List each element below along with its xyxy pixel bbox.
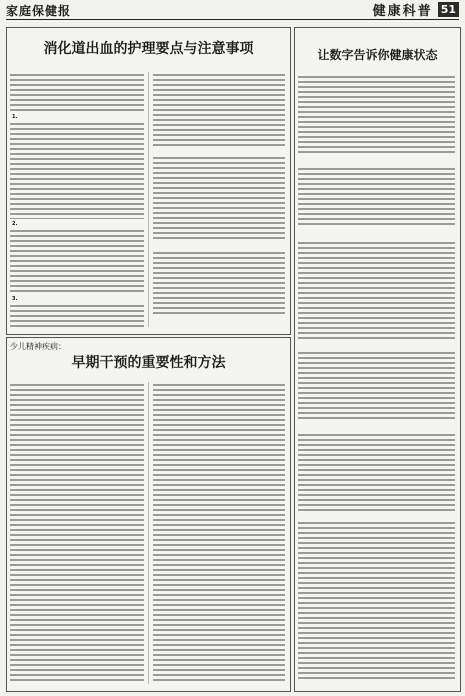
article-text-block xyxy=(153,384,285,684)
article-text-block xyxy=(10,123,144,219)
article-text-block xyxy=(298,76,455,156)
masthead-right-column-name: 健康科普 xyxy=(372,4,433,19)
article-subheading: 3. xyxy=(12,296,18,302)
article-text-block xyxy=(153,74,285,146)
article-text-block xyxy=(10,384,144,684)
article-text-block xyxy=(10,74,144,112)
column-divider xyxy=(148,72,149,327)
article-kicker: 少儿精神疾病： xyxy=(10,342,66,351)
page-number: 51 xyxy=(438,2,459,17)
article-title: 让数字告诉你健康状态 xyxy=(317,48,438,62)
masthead-right xyxy=(373,0,459,19)
article-text-block xyxy=(10,230,144,294)
article-text-block xyxy=(298,434,455,514)
article-text-block xyxy=(298,352,455,422)
masthead-rule xyxy=(6,19,459,20)
article-text-block xyxy=(10,305,144,329)
masthead-left xyxy=(6,2,71,19)
article-text-block xyxy=(153,157,285,241)
article-title: 早期干预的重要性和方法 xyxy=(71,355,226,371)
article-text-block xyxy=(153,252,285,316)
article-title: 消化道出血的护理要点与注意事项 xyxy=(43,41,254,57)
article-text-block xyxy=(298,522,455,680)
masthead-left-column-name: 家庭保健报 xyxy=(6,4,72,18)
column-divider xyxy=(148,382,149,684)
article-text-block xyxy=(298,168,455,228)
article-subheading: 1. xyxy=(12,114,18,120)
article-subheading: 2. xyxy=(12,221,18,227)
article-text-block xyxy=(298,242,455,342)
